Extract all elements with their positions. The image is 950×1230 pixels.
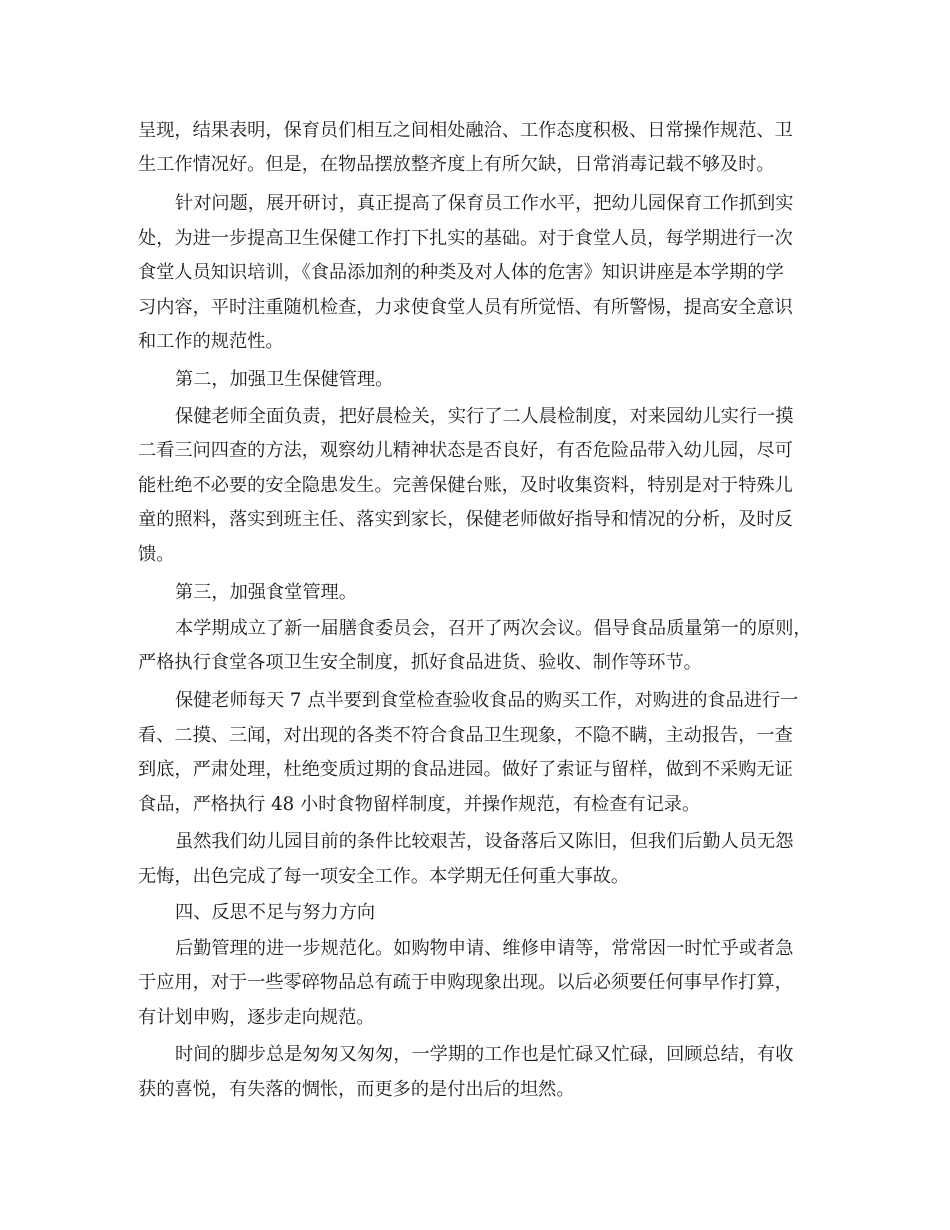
text-line: 和工作的规范性。 — [138, 331, 284, 352]
text-line: 能杜绝不必要的安全隐患发生。完善保健台账，及时收集资料，特别是对于特殊儿 — [138, 475, 793, 496]
text-line: 食堂人员知识培训，《食品添加剂的种类及对人体的危害》知识讲座是本学期的学 — [138, 262, 784, 283]
text-line: 后勤管理的进一步规范化。如购物申请、维修申请等，常常因一时忙乎或者急 — [175, 938, 794, 959]
text-line: 童的照料，落实到班主任、落实到家长，保健老师做好指导和情况的分析，及时反 — [138, 509, 793, 530]
text-line: 无悔，出色完成了每一项安全工作。本学期无任何重大事故。 — [138, 866, 630, 887]
text-line: 保健老师每天 7 点半要到食堂检查验收食品的购买工作，对购进的食品进行一 — [175, 690, 799, 711]
text-line: 虽然我们幼儿园目前的条件比较艰苦，设备落后又陈旧，但我们后勤人员无怨 — [175, 831, 794, 852]
text-line: 呈现，结果表明，保育员们相互之间相处融洽、工作态度积极、日常操作规范、卫 — [138, 120, 793, 141]
text-line: 针对问题，展开研讨，真正提高了保育员工作水平，把幼儿园保育工作抓到实 — [175, 193, 794, 214]
text-line: 有计划申购，逐步走向规范。 — [138, 1007, 375, 1028]
text-line: 保健老师全面负责，把好晨检关，实行了二人晨检制度，对来园幼儿实行一摸 — [175, 406, 794, 427]
section-heading: 第二，加强卫生保健管理。 — [175, 369, 394, 390]
text-line: 本学期成立了新一届膳食委员会，召开了两次会议。倡导食品质量第一的原则， — [175, 618, 812, 639]
text-line: 严格执行食堂各项卫生安全制度，抓好食品进货、验收、制作等环节。 — [138, 652, 702, 673]
text-line: 于应用，对于一些零碎物品总有疏于申购现象出现。以后必须要任何事早作打算， — [138, 972, 793, 993]
text-line: 到底，严肃处理，杜绝变质过期的食品进园。做好了索证与留样，做到不采购无证 — [138, 759, 793, 780]
text-line: 二看三问四查的方法，观察幼儿精神状态是否良好，有否危险品带入幼儿园，尽可 — [138, 440, 793, 461]
text-line: 馈。 — [138, 544, 175, 565]
text-line: 看、二摸、三闻，对出现的各类不符合食品卫生现象，不隐不瞒，主动报告，一查 — [138, 725, 793, 746]
text-line: 习内容，平时注重随机检查，力求使食堂人员有所觉悟、有所警惕，提高安全意识 — [138, 297, 793, 318]
section-heading: 四、反思不足与努力方向 — [175, 902, 376, 923]
text-line: 处，为进一步提高卫生保健工作打下扎实的基础。对于食堂人员，每学期进行一次 — [138, 228, 793, 249]
section-heading: 第三，加强食堂管理。 — [175, 582, 357, 603]
text-line: 食品，严格执行 48 小时食物留样制度，并操作规范，有检查有记录。 — [138, 794, 701, 815]
text-line: 时间的脚步总是匆匆又匆匆，一学期的工作也是忙碌又忙碌，回顾总结，有收 — [175, 1044, 794, 1065]
text-line: 生工作情况好。但是，在物品摆放整齐度上有所欠缺，日常消毒记载不够及时。 — [138, 154, 775, 175]
text-line: 获的喜悦，有失落的惆怅，而更多的是付出后的坦然。 — [138, 1079, 575, 1100]
